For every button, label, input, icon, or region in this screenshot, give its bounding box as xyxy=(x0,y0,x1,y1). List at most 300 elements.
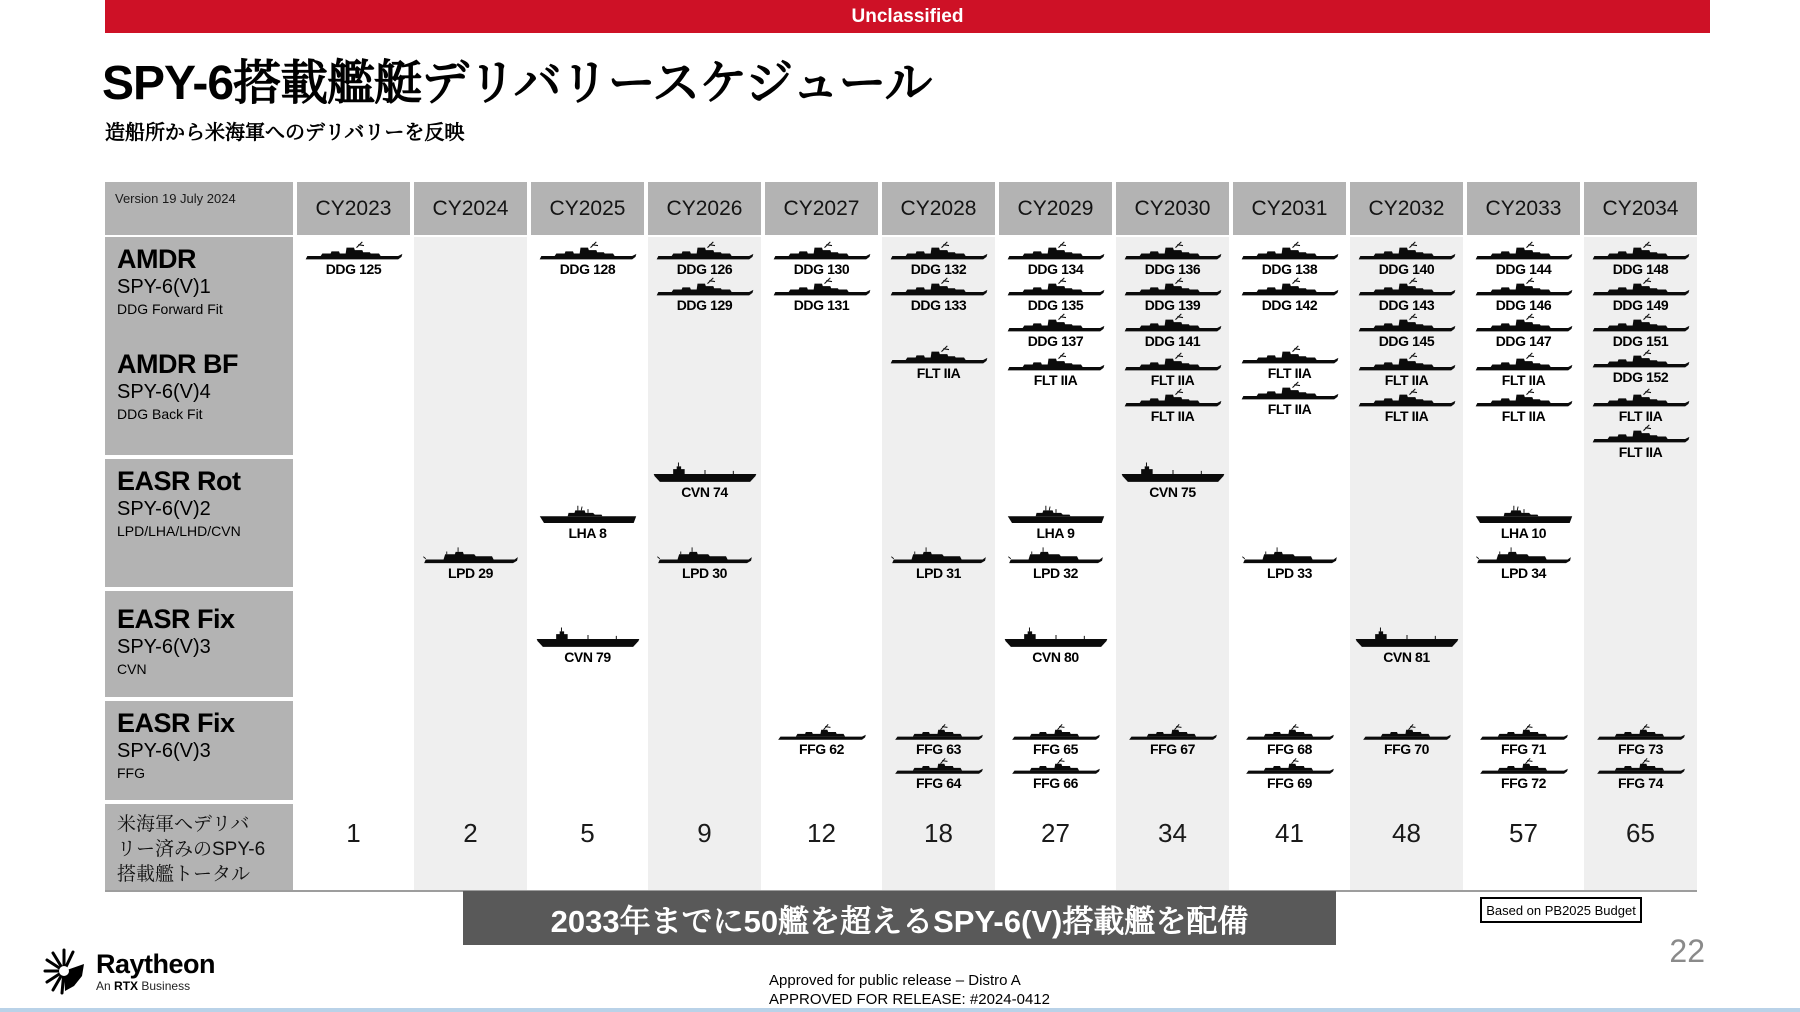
label-block-amdr xyxy=(105,237,293,455)
row-label-amdr-bf xyxy=(105,342,293,423)
column-CY2027 xyxy=(765,182,878,890)
ship-label: DDG 136 xyxy=(1144,261,1201,277)
ship-ffg-63 xyxy=(892,722,986,756)
destroyer-silhouette-icon xyxy=(1591,348,1691,370)
band-easr-rot xyxy=(531,459,644,591)
band-easr-rot xyxy=(1467,459,1580,591)
ship-ddg-138 xyxy=(1240,240,1340,276)
destroyer-silhouette-icon xyxy=(1240,240,1340,262)
ship-label: FFG 73 xyxy=(1617,741,1664,757)
rot-slot-amphib xyxy=(531,504,644,540)
ship-label: FLT IIA xyxy=(1150,372,1195,388)
ship-label: DDG 145 xyxy=(1378,333,1435,349)
lpd-silhouette-icon xyxy=(656,545,754,566)
ship-label: FFG 70 xyxy=(1383,741,1430,757)
ship-ddg-144 xyxy=(1474,240,1574,276)
column-CY2030 xyxy=(1116,182,1229,890)
ship-label: DDG 138 xyxy=(1261,261,1318,277)
ship-label: FLT IIA xyxy=(1501,408,1546,424)
ship-label: DDG 142 xyxy=(1261,297,1318,313)
raytheon-logo xyxy=(40,946,215,996)
band-easr-fix-ffg xyxy=(648,701,761,804)
year-header: CY2028 xyxy=(882,182,995,235)
band-easr-fix-cvn xyxy=(1233,591,1346,701)
destroyer-silhouette-icon xyxy=(1474,387,1574,409)
band-easr-fix-ffg xyxy=(1116,701,1229,804)
column-body xyxy=(1233,237,1346,890)
frigate-silhouette-icon xyxy=(775,722,869,742)
ship-cvn-80 xyxy=(1002,627,1110,664)
ship-label: FLT IIA xyxy=(1501,372,1546,388)
ddg-stack xyxy=(1116,237,1229,348)
year-header: CY2032 xyxy=(1350,182,1463,235)
destroyer-silhouette-icon xyxy=(889,276,989,298)
frigate-silhouette-icon xyxy=(892,756,986,776)
ddg-stack xyxy=(531,237,644,276)
year-header: CY2033 xyxy=(1467,182,1580,235)
band-easr-fix-cvn xyxy=(765,591,878,701)
band-easr-fix-cvn xyxy=(297,591,410,701)
band-easr-fix-cvn xyxy=(1116,591,1229,701)
ship-ddg-147 xyxy=(1474,312,1574,348)
ship-label: LPD 29 xyxy=(447,565,494,581)
ship-label: DDG 152 xyxy=(1612,369,1669,385)
ship-ffg-62 xyxy=(775,722,869,756)
ship-label: DDG 147 xyxy=(1495,333,1552,349)
ship-label: DDG 144 xyxy=(1495,261,1552,277)
row-title: AMDR xyxy=(117,244,196,274)
cvn-slot xyxy=(531,627,644,664)
totals-label xyxy=(117,812,287,887)
ship-ddg-143 xyxy=(1357,276,1457,312)
ship-flt-iia xyxy=(1123,351,1223,387)
ship-label: DDG 128 xyxy=(559,261,616,277)
ship-label: FFG 67 xyxy=(1149,741,1196,757)
column-CY2023 xyxy=(297,182,410,890)
column-body xyxy=(648,237,761,890)
lpd-silhouette-icon xyxy=(1475,545,1573,566)
ship-label: LPD 34 xyxy=(1500,565,1547,581)
row-description: DDG Back Fit xyxy=(117,406,203,422)
band-amdr xyxy=(765,237,878,459)
row-subtitle: SPY-6(V)4 xyxy=(117,381,211,403)
frigate-silhouette-icon xyxy=(1009,756,1103,776)
ship-label: DDG 146 xyxy=(1495,297,1552,313)
ship-lha-10 xyxy=(1473,504,1575,540)
ship-label: FFG 62 xyxy=(798,741,845,757)
destroyer-silhouette-icon xyxy=(1357,312,1457,334)
destroyer-silhouette-icon xyxy=(1591,240,1691,262)
band-easr-rot xyxy=(414,459,527,591)
destroyer-silhouette-icon xyxy=(1123,276,1223,298)
total-CY2034: 65 xyxy=(1626,818,1655,848)
destroyer-silhouette-icon xyxy=(1474,351,1574,373)
destroyer-silhouette-icon xyxy=(1006,276,1106,298)
ship-cvn-81 xyxy=(1353,627,1461,664)
flt-iia-stack xyxy=(1584,387,1697,459)
destroyer-silhouette-icon xyxy=(1240,380,1340,402)
total-CY2026: 9 xyxy=(697,818,712,848)
band-amdr xyxy=(1584,237,1697,459)
row-title: EASR Fix xyxy=(117,604,235,634)
ship-label: LPD 30 xyxy=(681,565,728,581)
row-label-amdr xyxy=(105,237,293,318)
ship-label: DDG 130 xyxy=(793,261,850,277)
ship-flt-iia xyxy=(1240,380,1340,416)
column-CY2031 xyxy=(1233,182,1346,890)
row-description: LPD/LHA/LHD/CVN xyxy=(117,523,241,539)
band-easr-fix-ffg xyxy=(414,701,527,804)
year-header: CY2031 xyxy=(1233,182,1346,235)
ship-label: DDG 134 xyxy=(1027,261,1084,277)
ship-ddg-140 xyxy=(1357,240,1457,276)
frigate-silhouette-icon xyxy=(1243,722,1337,742)
ddg-stack xyxy=(1467,237,1580,348)
rot-slot-carrier xyxy=(1116,462,1229,499)
column-CY2028 xyxy=(882,182,995,890)
ship-ffg-73 xyxy=(1594,722,1688,756)
destroyer-silhouette-icon xyxy=(889,344,989,366)
row-subtitle: SPY-6(V)3 xyxy=(117,636,211,658)
ship-label: DDG 139 xyxy=(1144,297,1201,313)
ship-label: LPD 33 xyxy=(1266,565,1313,581)
ship-ffg-74 xyxy=(1594,756,1688,790)
ship-ffg-66 xyxy=(1009,756,1103,790)
ship-label: DDG 149 xyxy=(1612,297,1669,313)
total-CY2033: 57 xyxy=(1509,818,1538,848)
band-easr-rot xyxy=(1116,459,1229,591)
ship-label: DDG 131 xyxy=(793,297,850,313)
totals-label-line: 搭載艦トータル xyxy=(117,864,251,885)
total-CY2023: 1 xyxy=(346,818,361,848)
ship-label: DDG 137 xyxy=(1027,333,1084,349)
classification-text: Unclassified xyxy=(851,5,964,27)
total-CY2031: 41 xyxy=(1275,818,1304,848)
key-message-banner xyxy=(463,891,1336,945)
column-body xyxy=(1116,237,1229,890)
frigate-silhouette-icon xyxy=(892,722,986,742)
ship-label: DDG 125 xyxy=(325,261,382,277)
ship-label: FFG 66 xyxy=(1032,775,1079,791)
band-easr-fix-ffg xyxy=(1467,701,1580,804)
column-CY2032 xyxy=(1350,182,1463,890)
band-amdr xyxy=(1467,237,1580,459)
ship-ddg-135 xyxy=(1006,276,1106,312)
total-CY2029: 27 xyxy=(1041,818,1070,848)
ship-ddg-142 xyxy=(1240,276,1340,312)
rot-slot-amphib xyxy=(1467,504,1580,540)
row-label-easr-rot xyxy=(105,459,293,540)
lpd-silhouette-icon xyxy=(890,545,988,566)
band-easr-fix-cvn xyxy=(1584,591,1697,701)
ship-label: DDG 133 xyxy=(910,297,967,313)
ship-label: DDG 141 xyxy=(1144,333,1201,349)
ship-flt-iia xyxy=(1474,351,1574,387)
frigate-silhouette-icon xyxy=(1360,722,1454,742)
key-message-text: 2033年までに50艦を超えるSPY-6(V)搭載艦を配備 xyxy=(550,903,1249,939)
row-description: DDG Forward Fit xyxy=(117,301,223,317)
ship-label: FLT IIA xyxy=(1267,401,1312,417)
frigate-silhouette-icon xyxy=(1009,722,1103,742)
band-amdr xyxy=(1116,237,1229,459)
destroyer-silhouette-icon xyxy=(772,276,872,298)
ship-flt-iia xyxy=(1591,387,1691,423)
frigate-silhouette-icon xyxy=(1594,756,1688,776)
raytheon-starburst-icon xyxy=(40,946,88,996)
row-label-easr-fix-ffg xyxy=(105,701,293,782)
ship-flt-iia xyxy=(1357,387,1457,423)
delivery-schedule-table xyxy=(105,182,1697,892)
band-easr-fix-ffg xyxy=(882,701,995,804)
row-subtitle: SPY-6(V)1 xyxy=(117,276,211,298)
destroyer-silhouette-icon xyxy=(1123,312,1223,334)
lpd-silhouette-icon xyxy=(1241,545,1339,566)
ship-ddg-133 xyxy=(889,276,989,312)
amphib-silhouette-icon xyxy=(1473,504,1575,526)
row-description: FFG xyxy=(117,765,145,781)
total-CY2027: 12 xyxy=(807,818,836,848)
band-easr-rot xyxy=(1350,459,1463,591)
year-columns xyxy=(297,182,1697,890)
ship-cvn-74 xyxy=(651,462,759,499)
ship-ddg-131 xyxy=(772,276,872,312)
band-amdr xyxy=(414,237,527,459)
frigate-silhouette-icon xyxy=(1243,756,1337,776)
column-body xyxy=(765,237,878,890)
tagline-prefix: An xyxy=(96,979,111,993)
ship-label: FLT IIA xyxy=(1267,365,1312,381)
carrier-silhouette-icon xyxy=(1353,627,1461,650)
destroyer-silhouette-icon xyxy=(1123,240,1223,262)
ship-flt-iia xyxy=(1240,344,1340,380)
destroyer-silhouette-icon xyxy=(889,240,989,262)
ship-ddg-125 xyxy=(304,240,404,276)
cvn-slot xyxy=(1350,627,1463,664)
row-description: CVN xyxy=(117,661,147,677)
ship-ddg-126 xyxy=(655,240,755,276)
ddg-stack xyxy=(1350,237,1463,348)
destroyer-silhouette-icon xyxy=(1357,276,1457,298)
column-CY2026 xyxy=(648,182,761,890)
total-CY2028: 18 xyxy=(924,818,953,848)
page-subtitle: 造船所から米海軍へのデリバリーを反映 xyxy=(105,122,465,144)
band-easr-fix-cvn xyxy=(414,591,527,701)
band-easr-fix-cvn xyxy=(1467,591,1580,701)
destroyer-silhouette-icon xyxy=(1474,312,1574,334)
ship-label: FLT IIA xyxy=(1384,408,1429,424)
ship-ddg-151 xyxy=(1591,312,1691,348)
ship-label: FFG 64 xyxy=(915,775,962,791)
ship-lpd-30 xyxy=(656,545,754,580)
ship-lha-8 xyxy=(537,504,639,540)
ship-label: DDG 148 xyxy=(1612,261,1669,277)
row-subtitle: SPY-6(V)2 xyxy=(117,498,211,520)
ship-ddg-148 xyxy=(1591,240,1691,276)
total-CY2024: 2 xyxy=(463,818,478,848)
rot-slot-lpd xyxy=(648,545,761,580)
ship-label: FLT IIA xyxy=(1033,372,1078,388)
row-title: EASR Rot xyxy=(117,466,241,496)
destroyer-silhouette-icon xyxy=(1357,351,1457,373)
row-subtitle: SPY-6(V)3 xyxy=(117,740,211,762)
carrier-silhouette-icon xyxy=(1119,462,1227,485)
band-easr-fix-cvn xyxy=(531,591,644,701)
ship-flt-iia xyxy=(1357,351,1457,387)
column-body xyxy=(531,237,644,890)
ship-label: DDG 126 xyxy=(676,261,733,277)
ship-label: FLT IIA xyxy=(1618,408,1663,424)
band-amdr xyxy=(1233,237,1346,459)
budget-note xyxy=(1480,897,1642,923)
rot-slot-amphib xyxy=(999,504,1112,540)
band-easr-fix-ffg xyxy=(765,701,878,804)
year-header: CY2029 xyxy=(999,182,1112,235)
amphib-silhouette-icon xyxy=(1005,504,1107,526)
ship-ddg-152 xyxy=(1591,348,1691,384)
column-CY2034 xyxy=(1584,182,1697,890)
destroyer-silhouette-icon xyxy=(1591,312,1691,334)
flt-iia-stack xyxy=(1467,351,1580,423)
row-label-easr-fix-cvn xyxy=(105,597,293,678)
label-block-easr-fix-ffg xyxy=(105,701,293,800)
ship-label: DDG 129 xyxy=(676,297,733,313)
page-title: SPY-6搭載艦艇デリバリースケジュール xyxy=(102,57,932,110)
ship-label: FFG 63 xyxy=(915,741,962,757)
ship-ddg-128 xyxy=(538,240,638,276)
ship-label: FFG 65 xyxy=(1032,741,1079,757)
flt-iia-stack xyxy=(1116,351,1229,423)
destroyer-silhouette-icon xyxy=(1357,387,1457,409)
amphib-silhouette-icon xyxy=(537,504,639,526)
ship-label: FFG 69 xyxy=(1266,775,1313,791)
ship-ddg-137 xyxy=(1006,312,1106,348)
ship-ddg-139 xyxy=(1123,276,1223,312)
ship-label: CVN 81 xyxy=(1383,649,1430,665)
ship-cvn-79 xyxy=(534,627,642,664)
ship-ddg-141 xyxy=(1123,312,1223,348)
band-amdr xyxy=(297,237,410,459)
band-amdr xyxy=(648,237,761,459)
flt-iia-stack xyxy=(1350,351,1463,423)
column-body xyxy=(414,237,527,890)
ship-label: FLT IIA xyxy=(1618,444,1663,460)
rot-slot-lpd xyxy=(414,545,527,580)
ship-label: FLT IIA xyxy=(916,365,961,381)
ship-label: FFG 68 xyxy=(1266,741,1313,757)
ship-flt-iia xyxy=(1006,351,1106,387)
ship-lpd-34 xyxy=(1475,545,1573,580)
ship-cvn-75 xyxy=(1119,462,1227,499)
column-body xyxy=(297,237,410,890)
raytheon-logo-text xyxy=(96,946,215,993)
ship-ddg-134 xyxy=(1006,240,1106,276)
band-easr-fix-ffg xyxy=(999,701,1112,804)
ship-lpd-32 xyxy=(1007,545,1105,580)
carrier-silhouette-icon xyxy=(651,462,759,485)
ship-ffg-64 xyxy=(892,756,986,790)
destroyer-silhouette-icon xyxy=(1123,351,1223,373)
ship-lpd-31 xyxy=(890,545,988,580)
ship-label: CVN 80 xyxy=(1032,649,1079,665)
budget-note-text: Based on PB2025 Budget xyxy=(1486,902,1636,918)
frigate-silhouette-icon xyxy=(1477,722,1571,742)
ship-label: DDG 135 xyxy=(1027,297,1084,313)
ship-label: LPD 31 xyxy=(915,565,962,581)
ship-ffg-72 xyxy=(1477,756,1571,790)
ship-flt-iia xyxy=(889,344,989,380)
label-block-totals xyxy=(105,804,293,890)
ship-label: CVN 74 xyxy=(681,484,728,500)
label-block-easr-rot xyxy=(105,459,293,587)
year-header: CY2023 xyxy=(297,182,410,235)
band-easr-fix-ffg xyxy=(1584,701,1697,804)
band-easr-rot xyxy=(1233,459,1346,591)
ship-flt-iia xyxy=(1591,423,1691,459)
ship-label: LHA 8 xyxy=(568,525,607,541)
ddg-stack xyxy=(648,237,761,312)
band-easr-fix-ffg xyxy=(1233,701,1346,804)
ship-label: DDG 140 xyxy=(1378,261,1435,277)
ship-ddg-129 xyxy=(655,276,755,312)
ship-ffg-70 xyxy=(1360,722,1454,756)
column-CY2029 xyxy=(999,182,1112,890)
destroyer-silhouette-icon xyxy=(1123,387,1223,409)
ship-label: LPD 32 xyxy=(1032,565,1079,581)
rtx-tagline xyxy=(96,979,215,993)
ship-ffg-71 xyxy=(1477,722,1571,756)
row-label-column xyxy=(105,182,293,890)
band-easr-fix-cvn xyxy=(1350,591,1463,701)
frigate-silhouette-icon xyxy=(1594,722,1688,742)
tagline-suffix: Business xyxy=(141,979,191,993)
band-amdr xyxy=(1350,237,1463,459)
year-header: CY2027 xyxy=(765,182,878,235)
ship-ddg-136 xyxy=(1123,240,1223,276)
ship-label: FLT IIA xyxy=(1150,408,1195,424)
row-title: EASR Fix xyxy=(117,708,235,738)
year-header: CY2034 xyxy=(1584,182,1697,235)
raytheon-wordmark: Raytheon xyxy=(96,949,216,979)
carrier-silhouette-icon xyxy=(534,627,642,650)
band-easr-rot xyxy=(1584,459,1697,591)
destroyer-silhouette-icon xyxy=(1591,276,1691,298)
column-body xyxy=(999,237,1112,890)
lpd-silhouette-icon xyxy=(1007,545,1105,566)
cvn-slot xyxy=(999,627,1112,664)
ddg-stack xyxy=(999,237,1112,348)
version-label: Version 19 July 2024 xyxy=(105,182,293,235)
rot-slot-lpd xyxy=(1233,545,1346,580)
ship-label: CVN 79 xyxy=(564,649,611,665)
destroyer-silhouette-icon xyxy=(1474,276,1574,298)
band-amdr xyxy=(882,237,995,459)
destroyer-silhouette-icon xyxy=(538,240,638,262)
destroyer-silhouette-icon xyxy=(1240,344,1340,366)
destroyer-silhouette-icon xyxy=(1006,351,1106,373)
ship-label: DDG 143 xyxy=(1378,297,1435,313)
band-easr-fix-cvn xyxy=(648,591,761,701)
ship-lpd-29 xyxy=(422,545,520,580)
band-amdr xyxy=(531,237,644,459)
ship-label: DDG 151 xyxy=(1612,333,1669,349)
band-easr-fix-ffg xyxy=(297,701,410,804)
ship-label: CVN 75 xyxy=(1149,484,1196,500)
ddg-stack xyxy=(1584,237,1697,384)
ship-ddg-149 xyxy=(1591,276,1691,312)
destroyer-silhouette-icon xyxy=(655,276,755,298)
totals-label-line: リー済みのSPY-6 xyxy=(117,839,266,860)
frigate-silhouette-icon xyxy=(1126,722,1220,742)
